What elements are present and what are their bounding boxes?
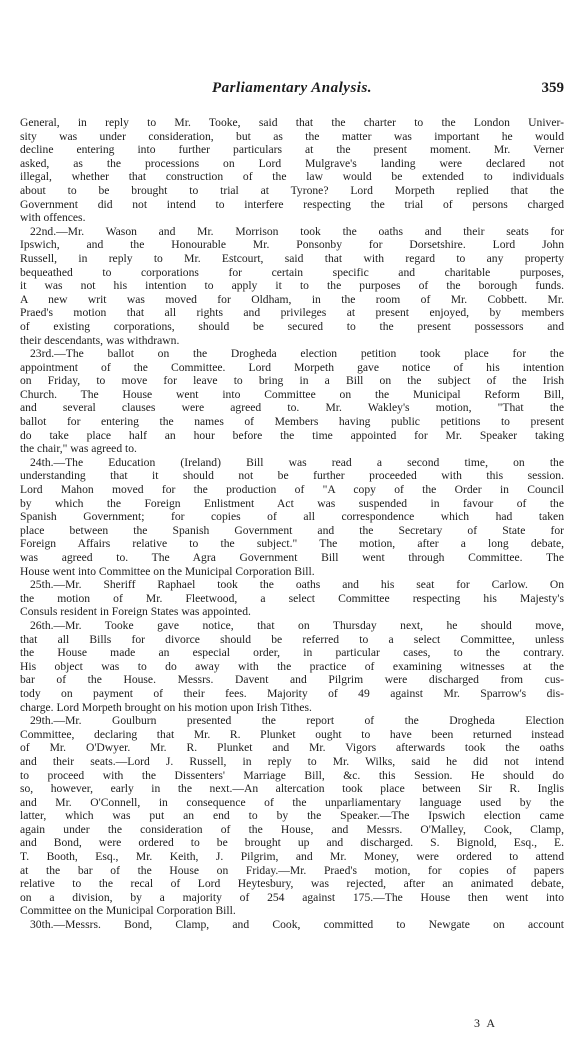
text-line: and Bond, were ordered to be brought up and discharged. S. Bignold, Esq., E. xyxy=(20,836,564,850)
text-line: Committee on the Municipal Corporation Bill. xyxy=(20,904,236,918)
text-line: about to be brought to trial at Tyrone? Lord Morpeth replied that the xyxy=(20,183,564,197)
text-line: their descendants, was withdrawn. xyxy=(20,333,180,347)
text-line: with offences. xyxy=(20,211,86,225)
text-line: asked, as the processions on Lord Mulgrave's landing were declared not xyxy=(20,156,564,170)
text-line: it was not his intention to apply it to the purposes of the borough funds. xyxy=(20,279,564,293)
text-line: Ipswich, and the Honourable Mr. Ponsonby for Dorsetshire. Lord John xyxy=(20,238,564,252)
text-line: His object was to do away with the practice of examining witnesses at the xyxy=(20,659,564,673)
text-line: at the bar of the House on Friday.—Mr. Praed's motion, for copies of papers xyxy=(20,863,564,877)
text-line: do take place half an hour before the time appointed for Mr. Speaker taking xyxy=(20,428,564,442)
text-line: charge. Lord Morpeth brought on his motion upon Irish Tithes. xyxy=(20,700,312,714)
text-line: appointment of the Committee. Lord Morpeth gave notice of his intention xyxy=(20,360,564,374)
text-line: 30th.—Messrs. Bond, Clamp, and Cook, committed to Newgate on account xyxy=(30,918,564,932)
text-line: on Friday, to move for leave to bring in a Bill on the subject of the Irish xyxy=(20,374,564,388)
page-number: 359 xyxy=(541,80,564,96)
text-line: the House made an especial order, in particular cases, to the contrary. xyxy=(20,646,564,660)
text-line: 24th.—The Education (Ireland) Bill was read a second time, on the xyxy=(30,455,564,469)
text-line: Church. The House went into Committee on the Municipal Reform Bill, xyxy=(20,387,564,401)
text-line: Consuls resident in Foreign States was appointed. xyxy=(20,605,251,619)
text-line: 25th.—Mr. Sheriff Raphael took the oaths and his seat for Carlow. On xyxy=(30,578,564,592)
text-line: latter, which was put an end to by the Speaker.—The Ipswich election came xyxy=(20,809,564,823)
text-line: so, however, early in the next.—An altercation took place between Sir R. Inglis xyxy=(20,782,564,796)
text-line: of Mr. O'Dwyer. Mr. R. Plunket and Mr. Vigors afterwards took the oaths xyxy=(20,741,564,755)
text-line: on a division, by a majority of 254 against 175.—The House then went into xyxy=(20,890,564,904)
text-line: illegal, whether that construction of the law would be extended to individuals xyxy=(20,170,564,184)
text-line: 29th.—Mr. Goulburn presented the report of the Drogheda Election xyxy=(30,714,564,728)
text-line: sity was under consideration, but as the matter was important he would xyxy=(20,129,564,143)
text-line: Foreign Affairs relative to the subject." The motion, after a long debate, xyxy=(20,537,564,551)
text-line: 26th.—Mr. Tooke gave notice, that on Thursday next, he should move, xyxy=(30,618,564,632)
text-line: again under the consideration of the House, and Messrs. O'Malley, Cook, Clamp, xyxy=(20,822,564,836)
text-line: of existing corporations, should be secured to the present possessors and xyxy=(20,319,564,333)
running-title: Parliamentary Analysis. xyxy=(211,80,373,96)
text-line: to proceed with the Dissenters' Marriage Bill, &c. this Session. He should do xyxy=(20,768,564,782)
text-line: relative to the recal of Lord Heytesbury, was rejected, after an animated debate, xyxy=(20,877,564,891)
text-line: the motion of Mr. Fleetwood, a select Committee respecting his Majesty's xyxy=(20,591,564,605)
text-line: Spanish Government; for copies of all correspondence which had taken xyxy=(20,510,564,524)
text-line: tody on payment of their fees. Majority of 49 against Mr. Sparrow's dis- xyxy=(20,686,564,700)
text-line: and Mr. O'Connell, in consequence of the unparliamentary language used by the xyxy=(20,795,564,809)
text-line: Lord Mahon moved for the production of "A copy of the Order in Council xyxy=(20,483,564,497)
text-line: and their seats.—Lord J. Russell, in reply to Mr. Wilks, said he did not intend xyxy=(20,754,564,768)
text-line: by which the Foreign Enlistment Act was suspended in favour of the xyxy=(20,496,564,510)
text-line: was agreed to. The Agra Government Bill went through Committee. The xyxy=(20,551,564,564)
text-line: Praed's motion that all rights and privileges at present enjoyed, by members xyxy=(20,306,564,320)
text-line: Russell, in reply to Mr. Estcourt, said that with regard to any property xyxy=(20,251,564,265)
text-line: General, in reply to Mr. Tooke, said that the charter to the London Univer- xyxy=(20,116,564,129)
text-line: bequeathed to corporations for certain specific and charitable purposes, xyxy=(20,265,564,279)
text-line: House went into Committee on the Municipal Corporation Bill. xyxy=(20,564,315,578)
text-line: Committee, declaring that Mr. R. Plunket ought to have been returned instead xyxy=(20,727,564,741)
body-text xyxy=(20,116,564,932)
signature-mark: 3 A xyxy=(474,1016,498,1030)
text-line: T. Booth, Esq., Mr. Keith, J. Pilgrim, and Mr. Money, were ordered to attend xyxy=(20,850,564,864)
text-line: bar of the House. Messrs. Davent and Pilgrim were discharged from cus- xyxy=(20,673,564,687)
text-line: 23rd.—The ballot on the Drogheda election petition took place for the xyxy=(30,347,564,361)
text-line: ballot for entering the names of Members having public petitions to present xyxy=(20,415,564,429)
text-line: A new writ was moved for Oldham, in the room of Mr. Cobbett. Mr. xyxy=(20,292,564,306)
text-line: understanding that it should not be further proceeded with this session. xyxy=(20,469,564,483)
text-line: the chair," was agreed to. xyxy=(20,442,137,456)
text-line: place between the Spanish Government and the Secretary of State for xyxy=(20,523,564,537)
text-line: 22nd.—Mr. Wason and Mr. Morrison took the oaths and their seats for xyxy=(30,224,564,238)
text-line: decline entering into further particulars at the present moment. Mr. Verner xyxy=(20,143,564,157)
text-line: Government did not intend to interfere respecting the trial of persons charged xyxy=(20,197,564,211)
text-line: that all Bills for divorce should be referred to a select Committee, unless xyxy=(20,632,564,646)
page-header xyxy=(20,80,564,100)
text-line: and several clauses were agreed to. Mr. Wakley's motion, "That the xyxy=(20,401,564,415)
